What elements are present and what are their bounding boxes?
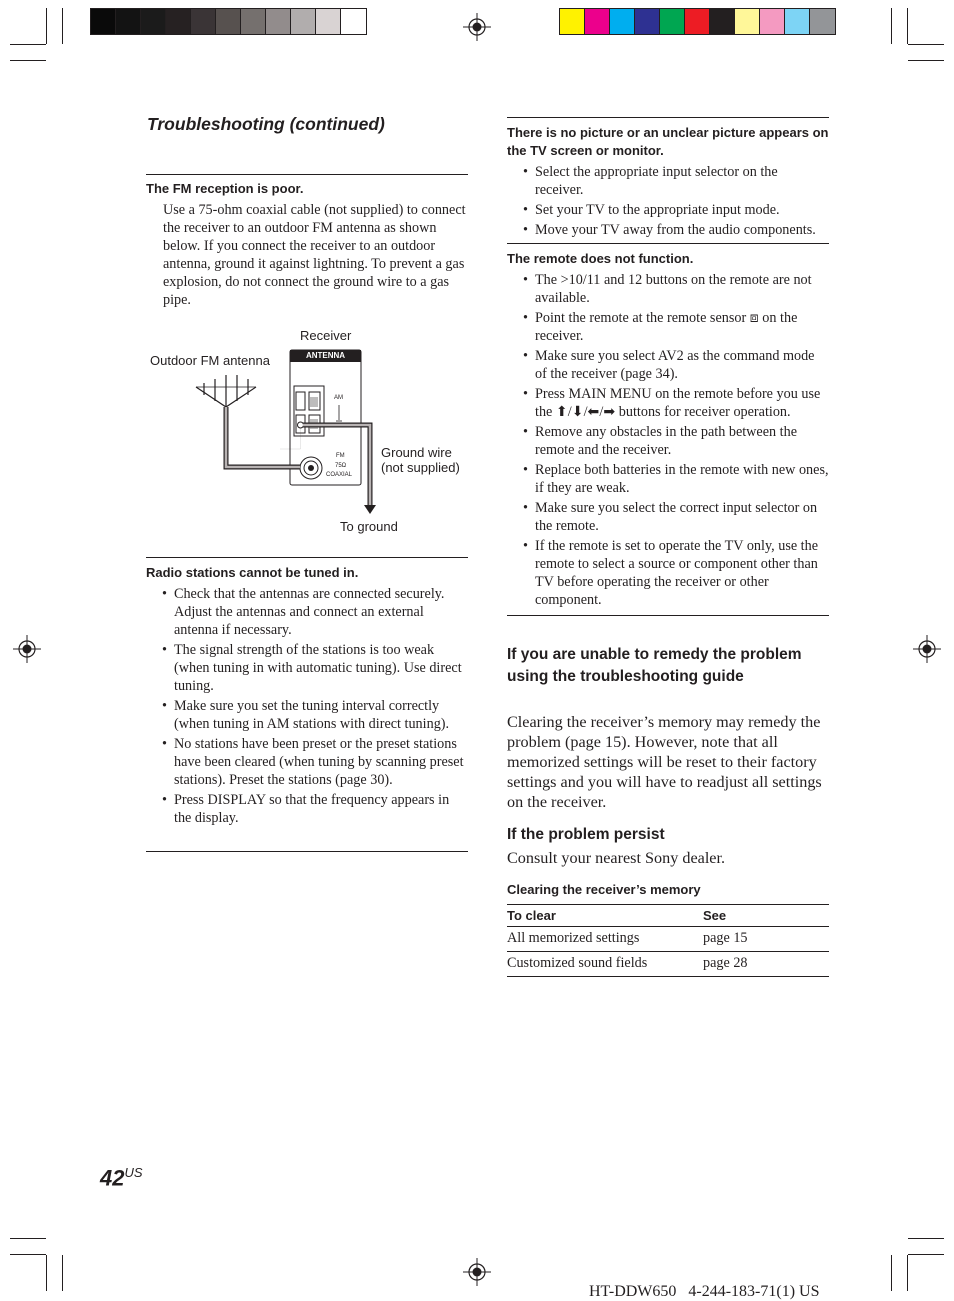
remedy-heading: If you are unable to remedy the problem using the troubleshooting guide [507,646,802,685]
remote-heading: The remote does not function. [507,251,694,266]
registration-mark-right [913,635,941,663]
grayscale-swatch-bar [90,8,367,35]
divider [146,174,468,175]
color-swatch [760,9,785,34]
coaxial-label: COAXIAL [326,472,353,478]
list-item: • Select the appropriate input selector on the receiver. [507,163,829,199]
memory-heading: Clearing the receiver’s memory [507,882,701,897]
to-ground-label: To ground [340,519,398,534]
ground-wire-label: Ground wire [381,445,452,460]
table-cell: page 28 [703,952,829,977]
table-cell: All memorized settings [507,927,703,952]
radio-list [146,585,468,829]
list-item: • The signal strength of the stations is too weak (when tuning in with automatic tuning). Use direct tuning. [146,641,468,695]
list-item: • Make sure you select AV2 as the command mode of the receiver (page 34). [507,347,829,383]
color-swatch [585,9,610,34]
list-item: • Press DISPLAY so that the frequency appears in the display. [146,791,468,827]
divider [507,117,829,118]
registration-mark-bottom [463,1258,491,1286]
list-item: • If the remote is set to operate the TV only, use the remote to select a source or component other than TV before operating the receiver or other component. [507,537,829,609]
remote-list [507,271,829,611]
color-swatch [560,9,585,34]
gray-swatch [291,9,316,34]
memory-table [507,904,829,977]
divider [507,243,829,244]
gray-swatch [316,9,341,34]
registration-mark-left [13,635,41,663]
list-item: • Make sure you select the correct input selector on the remote. [507,499,829,535]
gray-swatch [266,9,291,34]
picture-heading: There is no picture or an unclear picture appears on the TV screen or monitor. [507,125,829,158]
color-swatch [685,9,710,34]
ground-wire-note: (not supplied) [381,460,460,475]
table-cell: page 15 [703,927,829,952]
am-label: AM [334,395,343,401]
list-item: • Make sure you set the tuning interval correctly (when tuning in AM stations with direct tuning). [146,697,468,733]
fm-ohm-label: 75Ω [335,463,347,469]
table-header-row [507,905,829,927]
list-item: • Point the remote at the remote sensor ⧈ on the receiver. [507,309,829,345]
gray-swatch [91,9,116,34]
table-row [507,927,829,952]
column-header-see: See [703,905,829,927]
picture-list [507,163,829,241]
divider [146,851,468,852]
color-swatch [635,9,660,34]
fm-text: Use a 75-ohm coaxial cable (not supplied) to connect the receiver to an outdoor FM antenna as shown below. If you connect the receiver to an outdoor antenna, ground it against lightning. To prevent a gas explosion, do not connect the ground wire to a gas pipe. [163,202,466,308]
page-number [100,1165,143,1191]
registration-mark-top [463,13,491,41]
outdoor-antenna-label: Outdoor FM antenna [150,353,270,368]
footer-code: HT-DDW650 4-244-183-71(1) US [589,1283,820,1300]
antenna-panel-label: ANTENNA [305,351,346,360]
divider [507,615,829,616]
gray-swatch [216,9,241,34]
antenna-wiring-illustration [190,345,390,520]
list-item: • Remove any obstacles in the path between the remote and the receiver. [507,423,829,459]
color-swatch [785,9,810,34]
gray-swatch [191,9,216,34]
radio-heading: Radio stations cannot be tuned in. [146,565,359,580]
receiver-label: Receiver [300,328,352,343]
divider [146,557,468,558]
section-title: Troubleshooting (continued) [147,114,385,134]
gray-swatch [141,9,166,34]
gray-swatch [116,9,141,34]
list-item: • Move your TV away from the audio components. [507,221,829,239]
list-item: • Check that the antennas are connected securely. Adjust the antennas and connect an external antenna if necessary. [146,585,468,639]
fm-heading: The FM reception is poor. [146,181,304,196]
color-swatch [735,9,760,34]
persist-text: Consult your nearest Sony dealer. [507,849,726,867]
list-item: • Replace both batteries in the remote with new ones, if they are weak. [507,461,829,497]
page-number-suffix: US [124,1165,143,1180]
list-item: • Set your TV to the appropriate input mode. [507,201,829,219]
fm-label: FM [336,453,345,459]
remedy-text: Clearing the receiver’s memory may remedy the problem (page 15). However, note that all memorized settings will be reset to their factory settings and you will have to readjust all settings on the receiver. [507,713,822,811]
list-item: • No stations have been preset or the preset stations have been cleared (when tuning by scanning preset stations). Preset the stations (page 30). [146,735,468,789]
color-swatch [710,9,735,34]
color-swatch [660,9,685,34]
gray-swatch [241,9,266,34]
list-item: • The >10/11 and 12 buttons on the remote are not available. [507,271,829,307]
color-swatch [810,9,835,34]
column-header-clear: To clear [507,905,703,927]
color-swatch-bar [559,8,836,35]
gray-swatch [341,9,366,34]
table-cell: Customized sound fields [507,952,703,977]
list-item: • Press MAIN MENU on the remote before you use the ⬆/⬇/⬅/➡ buttons for receiver operation. [507,385,829,421]
color-swatch [610,9,635,34]
persist-heading: If the problem persist [507,826,665,843]
gray-swatch [166,9,191,34]
page-number-value: 42 [100,1165,125,1191]
table-row [507,952,829,977]
